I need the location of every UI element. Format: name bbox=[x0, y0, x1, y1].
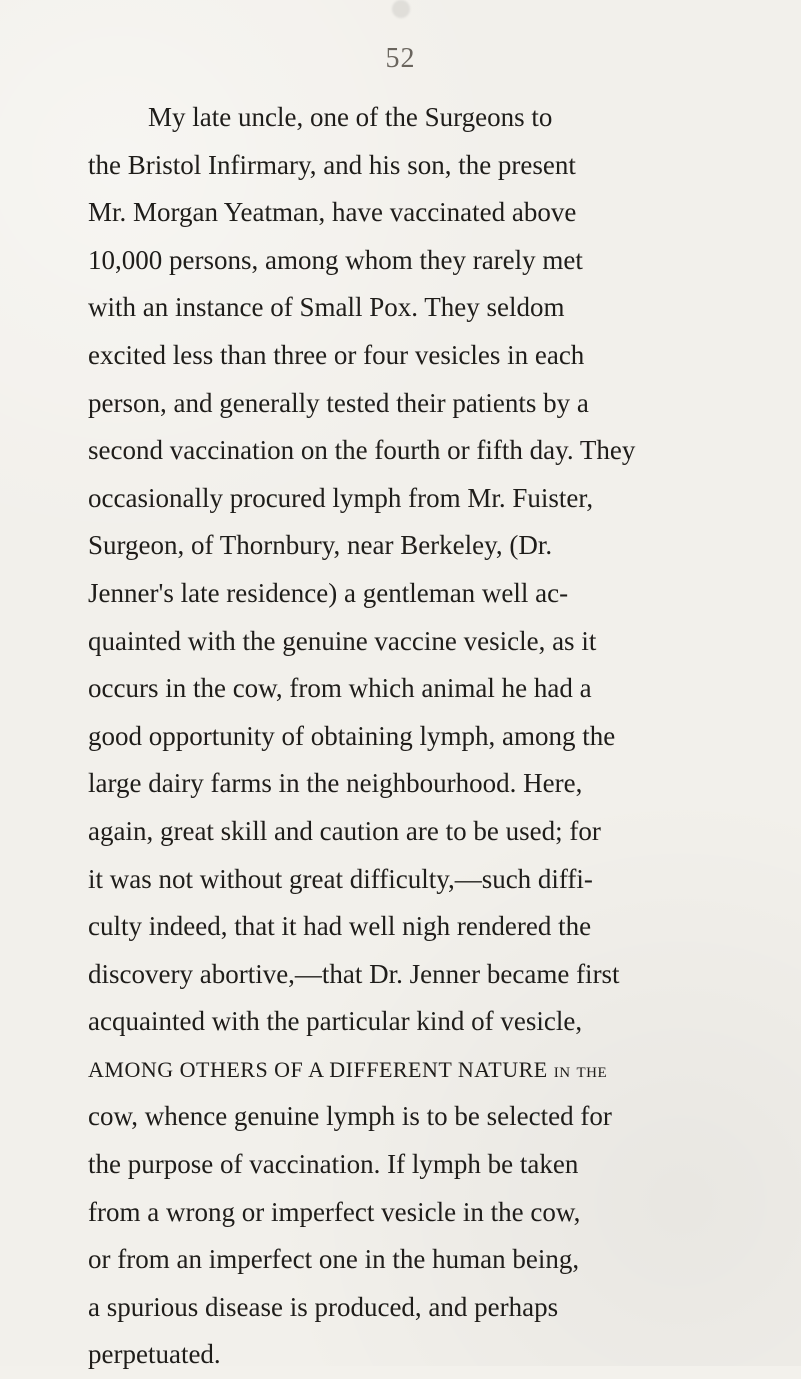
text-line-with-italic: cow, whence genuine lymph is to be selected for bbox=[88, 1101, 612, 1132]
text-line: excited less than three or four vesicles in each bbox=[88, 339, 585, 370]
text-line: discovery abortive,—that Dr. Jenner became first bbox=[88, 958, 620, 989]
text-line: the Bristol Infirmary, and his son, the present bbox=[88, 149, 576, 180]
text-line: again, great skill and caution are to be used; for bbox=[88, 815, 601, 846]
text-line-with-italic: acquainted with the particular kind of vesicle, bbox=[88, 1006, 583, 1037]
text-line: quainted with the genuine vaccine vesicle, as it bbox=[88, 625, 597, 656]
page-number: 52 bbox=[385, 43, 416, 74]
text-line: a spurious disease is produced, and perhaps bbox=[88, 1291, 559, 1322]
body-text bbox=[88, 94, 712, 1379]
paper-mark bbox=[392, 0, 410, 18]
text-line: Mr. Morgan Yeatman, have vaccinated above bbox=[88, 197, 577, 228]
text-line-with-italic: second vaccination on the fourth or fifth day. They bbox=[88, 435, 636, 466]
text-line: with an instance of Small Pox. They seldom bbox=[88, 292, 565, 323]
text-line: culty indeed, that it had well nigh rendered the bbox=[88, 911, 592, 942]
text-line: My late uncle, one of the Surgeons to bbox=[148, 102, 553, 132]
text-line: Surgeon, of Thornbury, near Berkeley, (Dr. bbox=[88, 530, 553, 561]
text-line: occurs in the cow, from which animal he had a bbox=[88, 673, 592, 704]
text-line: large dairy farms in the neighbourhood. Here, bbox=[88, 768, 583, 799]
text-line: good opportunity of obtaining lymph, among the bbox=[88, 720, 616, 751]
text-line-with-italic: person, and generally tested their patients by a bbox=[88, 387, 589, 418]
text-line: occasionally procured lymph from Mr. Fuister, bbox=[88, 482, 594, 513]
text-line: the purpose of vaccination. If lymph be taken bbox=[88, 1149, 579, 1180]
text-line: perpetuated. bbox=[88, 1339, 221, 1370]
text-line: or from an imperfect one in the human being, bbox=[88, 1244, 580, 1275]
text-line: from a wrong or imperfect vesicle in the cow, bbox=[88, 1196, 581, 1227]
text-line-small-caps: AMONG OTHERS OF A DIFFERENT NATURE in the bbox=[88, 1056, 608, 1082]
text-line: 10,000 persons, among whom they rarely met bbox=[88, 244, 583, 275]
text-line: Jenner's late residence) a gentleman well ac- bbox=[88, 577, 569, 608]
text-line: it was not without great difficulty,—such diffi- bbox=[88, 863, 593, 894]
